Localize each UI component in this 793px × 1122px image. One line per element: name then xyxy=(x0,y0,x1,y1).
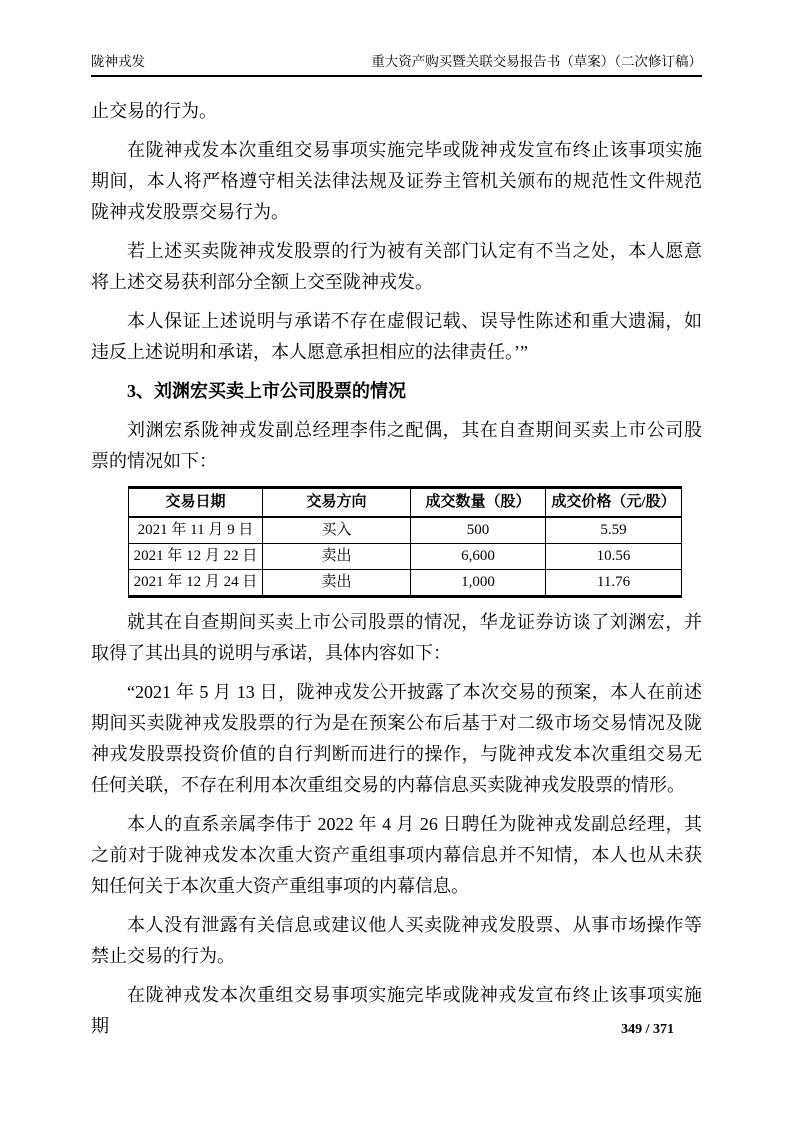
column-header-price: 成交价格（元/股） xyxy=(546,488,682,518)
page-number: 349 / 371 xyxy=(621,1022,674,1037)
running-header xyxy=(91,50,702,77)
cell-price: 11.76 xyxy=(546,570,682,597)
table-row xyxy=(129,517,682,544)
paragraph-continuation: 止交易的行为。 xyxy=(91,101,217,121)
cell-volume: 500 xyxy=(411,517,546,544)
document-body xyxy=(91,96,702,1050)
header-report-title: 重大资产购买暨关联交易报告书（草案）（二次修订稿） xyxy=(371,54,702,69)
cell-trade-direction: 卖出 xyxy=(263,570,411,597)
section-heading: 3、刘渊宏买卖上市公司股票的情况 xyxy=(127,381,406,401)
cell-price: 5.59 xyxy=(546,517,682,544)
stock-trading-table xyxy=(128,486,682,598)
paragraph-quote: “2021 年 5 月 13 日，陇神戎发公开披露了本次交易的预案，本人在前述期间买卖陇神戎发股票的行为是在预案公布后基于对二级市场交易情况及陇神戎发股票投资价值的自行判断而进行的操作，与陇神戎发本次重组交易无任何关联，不存在利用本次重组交易的内幕信息买卖陇神戎发股票的情形。 xyxy=(91,682,702,795)
column-header-trade-date: 交易日期 xyxy=(129,488,263,518)
cell-trade-date: 2021 年 12 月 22 日 xyxy=(129,544,263,570)
cell-volume: 1,000 xyxy=(411,570,546,597)
column-header-trade-direction: 交易方向 xyxy=(263,488,411,518)
cell-trade-direction: 买入 xyxy=(263,517,411,544)
table-header-row xyxy=(129,488,682,518)
cell-trade-date: 2021 年 12 月 24 日 xyxy=(129,570,263,597)
cell-price: 10.56 xyxy=(546,544,682,570)
header-company-name: 陇神戎发 xyxy=(91,54,145,69)
paragraph-quote: 在陇神戎发本次重组交易事项实施完毕或陇神戎发宣布终止该事项实施期 xyxy=(91,985,702,1036)
column-header-volume: 成交数量（股） xyxy=(411,488,546,518)
table-row xyxy=(129,570,682,597)
cell-volume: 6,600 xyxy=(411,544,546,570)
paragraph: 就其在自查期间买卖上市公司股票的情况，华龙证券访谈了刘渊宏，并取得了其出具的说明与承诺，具体内容如下： xyxy=(91,612,702,663)
paragraph-lead-in: 刘渊宏系陇神戎发副总经理李伟之配偶，其在自查期间买卖上市公司股票的情况如下： xyxy=(91,420,702,471)
cell-trade-date: 2021 年 11 月 9 日 xyxy=(129,517,263,544)
paragraph-quote: 本人没有泄露有关信息或建议他人买卖陇神戎发股票、从事市场操作等禁止交易的行为。 xyxy=(91,915,702,966)
cell-trade-direction: 卖出 xyxy=(263,544,411,570)
paragraph: 本人保证上述说明与承诺不存在虚假记载、误导性陈述和重大遗漏，如违反上述说明和承诺，本人愿意承担相应的法律责任。’” xyxy=(91,311,702,362)
paragraph: 若上述买卖陇神戎发股票的行为被有关部门认定有不当之处，本人愿意将上述交易获利部分全额上交至陇神戎发。 xyxy=(91,241,702,292)
table-row xyxy=(129,544,682,570)
paragraph-quote: 本人的直系亲属李伟于 2022 年 4 月 26 日聘任为陇神戎发副总经理，其之前对于陇神戎发本次重大资产重组事项内幕信息并不知情，本人也从未获知任何关于本次重大资产重组事项的内幕信息。 xyxy=(91,814,702,896)
paragraph: 在陇神戎发本次重组交易事项实施完毕或陇神戎发宣布终止该事项实施期间，本人将严格遵守相关法律法规及证券主管机关颁布的规范性文件规范陇神戎发股票交易行为。 xyxy=(91,140,702,222)
